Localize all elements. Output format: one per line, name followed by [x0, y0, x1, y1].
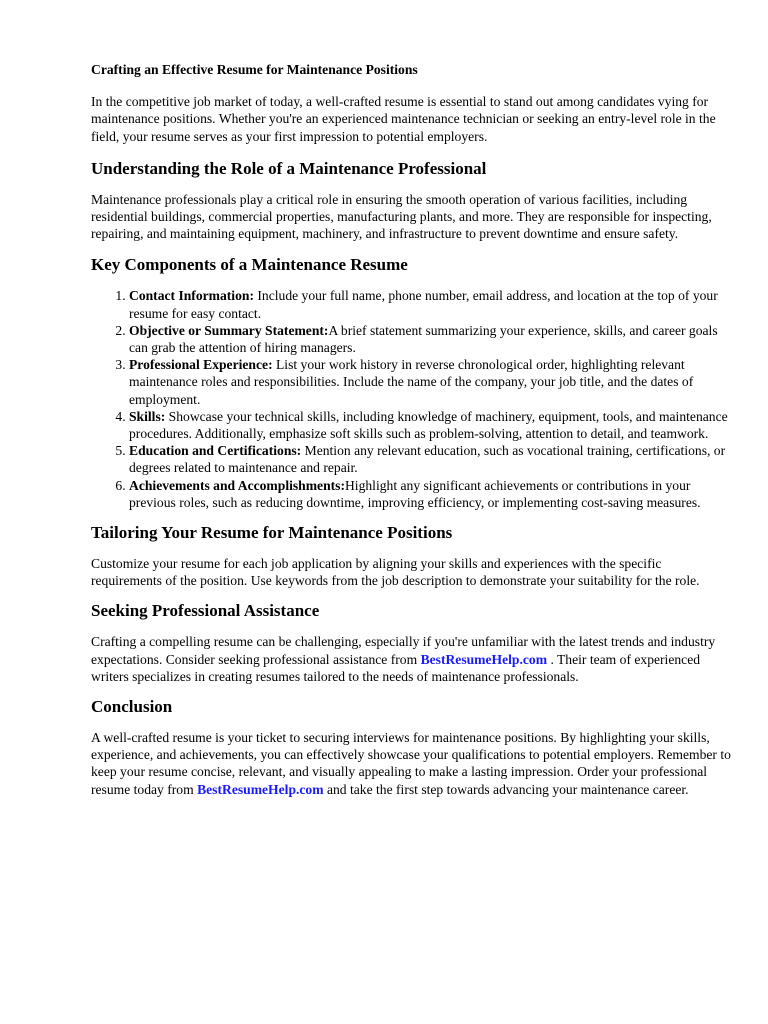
- bestresumehelp-link[interactable]: BestResumeHelp.com: [197, 781, 324, 797]
- intro-paragraph: In the competitive job market of today, a well-crafted resume is essential to stand out among candidates vying for maintenance positions. Whether you're an experienced maintenance technician or seeking an entry-level role in the field, your resume serves as your first impression to potential employers.: [91, 94, 716, 144]
- list-item: [129, 356, 731, 408]
- list-item-text: Mention any relevant education, such as vocational training, certifications, or degrees related to maintenance and repair.: [129, 443, 726, 476]
- list-item-text: Showcase your technical skills, including knowledge of machinery, equipment, tools, and maintenance procedures. Additionally, emphasize soft skills such as problem-solving, attention to detail, and teamwork.: [129, 408, 728, 442]
- assistance-heading: Seeking Professional Assistance: [91, 601, 320, 621]
- list-item-label: Education and Certifications:: [129, 443, 302, 459]
- list-item-label: Contact Information:: [129, 288, 254, 304]
- conclusion-text-after: and take the first step towards advancing your maintenance career.: [323, 781, 689, 797]
- list-item-text: List your work history in reverse chronological order, highlighting relevant maintenance roles and responsibilities. Include the name of the company, your job title, and the dates of employment.: [129, 357, 694, 407]
- assistance-paragraph: [91, 633, 731, 685]
- list-item-text: Highlight any significant achievements or contributions in your previous roles, such as reducing downtime, improving efficiency, or implementing cost-saving measures.: [129, 477, 701, 510]
- conclusion-text-before: A well-crafted resume is your ticket to securing interviews for maintenance positions. By highlighting your skills, experience, and achievements, you can effectively showcase your qualifications to potential employers. Remember to keep your resume concise, relevant, and visually appealing to make a lasting impression. Order your professional resume today from: [91, 730, 731, 797]
- conclusion-paragraph: [91, 729, 731, 798]
- list-item: [129, 408, 731, 442]
- list-item-label: Objective or Summary Statement:: [129, 322, 329, 338]
- document-title: Crafting an Effective Resume for Maintenance Positions: [91, 62, 418, 77]
- tailoring-heading: Tailoring Your Resume for Maintenance Positions: [91, 523, 453, 543]
- assistance-text-before: Crafting a compelling resume can be challenging, especially if you're unfamiliar with the latest trends and industry expectations. Consider seeking professional assistance from: [91, 634, 716, 667]
- list-item-label: Skills:: [129, 408, 166, 424]
- bestresumehelp-link[interactable]: BestResumeHelp.com: [420, 651, 548, 667]
- list-item-label: Professional Experience:: [129, 357, 273, 373]
- role-heading: Understanding the Role of a Maintenance Professional: [91, 158, 487, 178]
- assistance-text-after: . Their team of experienced writers specializes in creating resumes tailored to the needs of maintenance professionals.: [91, 651, 701, 684]
- list-item: [129, 442, 731, 476]
- tailoring-paragraph: Customize your resume for each job application by aligning your skills and experiences with the specific requirements of the position. Use keywords from the job description to demonstrate your suitability for the role.: [91, 556, 700, 589]
- document-page: [91, 61, 731, 798]
- list-item: [129, 322, 731, 356]
- list-item: [129, 477, 731, 511]
- list-item-text: Include your full name, phone number, email address, and location at the top of your resume for easy contact.: [129, 288, 718, 321]
- list-item: [129, 287, 731, 321]
- list-item-text: A brief statement summarizing your experience, skills, and career goals can grab the attention of hiring managers.: [129, 322, 718, 356]
- components-list: [91, 287, 731, 511]
- role-paragraph: Maintenance professionals play a critical role in ensuring the smooth operation of various facilities, including residential buildings, commercial properties, manufacturing plants, and more. They are responsible for inspecting, repairing, and maintaining equipment, machinery, and infrastructure to prevent downtime and ensure safety.: [91, 191, 712, 242]
- conclusion-heading: Conclusion: [91, 697, 173, 717]
- list-item-label: Achievements and Accomplishments:: [129, 477, 345, 493]
- components-heading: Key Components of a Maintenance Resume: [91, 255, 408, 275]
